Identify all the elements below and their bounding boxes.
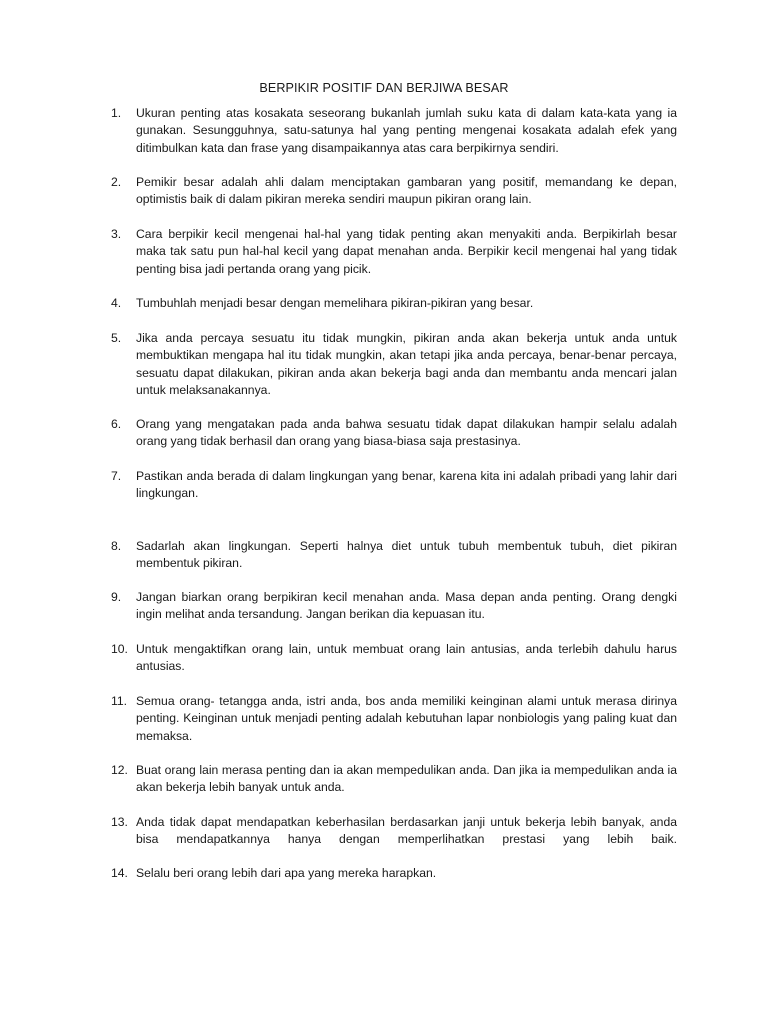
list-item-13 xyxy=(111,814,677,849)
item-number: 13. xyxy=(111,815,128,829)
item-number: 5. xyxy=(111,331,122,345)
list-item-5 xyxy=(111,330,677,400)
item-text: Anda tidak dapat mendapatkan keberhasilan berdasarkan janji untuk bekerja lebih banyak, anda bisa mendapatkannya hanya dengan memperlihatkan prestasi yang lebih baik. xyxy=(136,815,677,847)
item-number: 12. xyxy=(111,763,128,777)
item-number: 3. xyxy=(111,227,122,241)
item-number: 2. xyxy=(111,175,122,189)
item-text: Pemikir besar adalah ahli dalam menciptakan gambaran yang positif, memandang ke depan, optimistis baik di dalam pikiran mereka sendiri maupun pikiran orang lain. xyxy=(136,175,677,207)
item-text: Semua orang- tetangga anda, istri anda, bos anda memiliki keinginan alami untuk merasa dirinya penting. Keinginan untuk menjadi penting adalah kebutuhan lapar nonbiologis yang paling kuat dan memaksa. xyxy=(136,694,677,743)
list-item-8 xyxy=(111,538,677,573)
list-item-3 xyxy=(111,226,677,278)
item-text: Sadarlah akan lingkungan. Seperti halnya diet untuk tubuh membentuk tubuh, diet pikiran membentuk pikiran. xyxy=(136,539,677,571)
item-number: 9. xyxy=(111,590,122,604)
item-text: Jangan biarkan orang berpikiran kecil menahan anda. Masa depan anda penting. Orang dengki ingin melihat anda tersandung. Jangan berikan dia kepuasan itu. xyxy=(136,590,677,622)
item-text: Untuk mengaktifkan orang lain, untuk membuat orang lain antusias, anda terlebih dahulu harus antusias. xyxy=(136,642,677,674)
item-text: Tumbuhlah menjadi besar dengan memelihara pikiran-pikiran yang besar. xyxy=(136,296,534,310)
list-item-6 xyxy=(111,416,677,451)
item-text: Cara berpikir kecil mengenai hal-hal yang tidak penting akan menyakiti anda. Berpikirlah besar maka tak satu pun hal-hal kecil yang dapat menahan anda. Berpikir kecil mengenai hal yang tidak penting bisa jadi pertanda orang yang picik. xyxy=(136,227,677,276)
item-number: 7. xyxy=(111,469,122,483)
item-text: Selalu beri orang lebih dari apa yang mereka harapkan. xyxy=(136,866,437,880)
item-number: 11. xyxy=(111,694,128,708)
item-number: 8. xyxy=(111,539,122,553)
document-title: BERPIKIR POSITIF DAN BERJIWA BESAR xyxy=(259,81,509,95)
item-text: Jika anda percaya sesuatu itu tidak mungkin, pikiran anda akan bekerja untuk anda untuk membuktikan mengapa hal itu tidak mungkin, akan tetapi jika anda percaya, benar-benar percaya, sesuatu dapat dilakukan, pikiran anda akan bekerja bagi anda dan membantu anda mencari jalan untuk melaksanakannya. xyxy=(136,331,677,398)
item-number: 4. xyxy=(111,296,122,310)
list-item-10 xyxy=(111,641,677,676)
list-item-9 xyxy=(111,589,677,624)
list-item-2 xyxy=(111,174,677,209)
list-item-4 xyxy=(111,295,677,312)
item-text: Pastikan anda berada di dalam lingkungan yang benar, karena kita ini adalah pribadi yang lahir dari lingkungan. xyxy=(136,469,677,501)
item-number: 1. xyxy=(111,106,122,120)
item-text: Buat orang lain merasa penting dan ia akan mempedulikan anda. Dan jika ia mempedulikan anda ia akan bekerja lebih banyak untuk anda. xyxy=(136,763,677,795)
item-number: 14. xyxy=(111,866,128,880)
item-number: 6. xyxy=(111,417,122,431)
list-item-1 xyxy=(111,105,677,157)
list-item-11 xyxy=(111,693,677,745)
list-item-7 xyxy=(111,468,677,503)
item-text: Ukuran penting atas kosakata seseorang bukanlah jumlah suku kata di dalam kata-kata yang ia gunakan. Sesungguhnya, satu-satunya hal yang penting mengenai kosakata adalah efek yang ditimbulkan kata dan frase yang disampaikannya atas cara berpikirnya sendiri. xyxy=(136,106,677,155)
item-number: 10. xyxy=(111,642,128,656)
list-item-12 xyxy=(111,762,677,797)
item-text: Orang yang mengatakan pada anda bahwa sesuatu tidak dapat dilakukan hampir selalu adalah orang yang tidak berhasil dan orang yang biasa-biasa saja prestasinya. xyxy=(136,417,677,449)
list-item-14 xyxy=(111,865,677,882)
